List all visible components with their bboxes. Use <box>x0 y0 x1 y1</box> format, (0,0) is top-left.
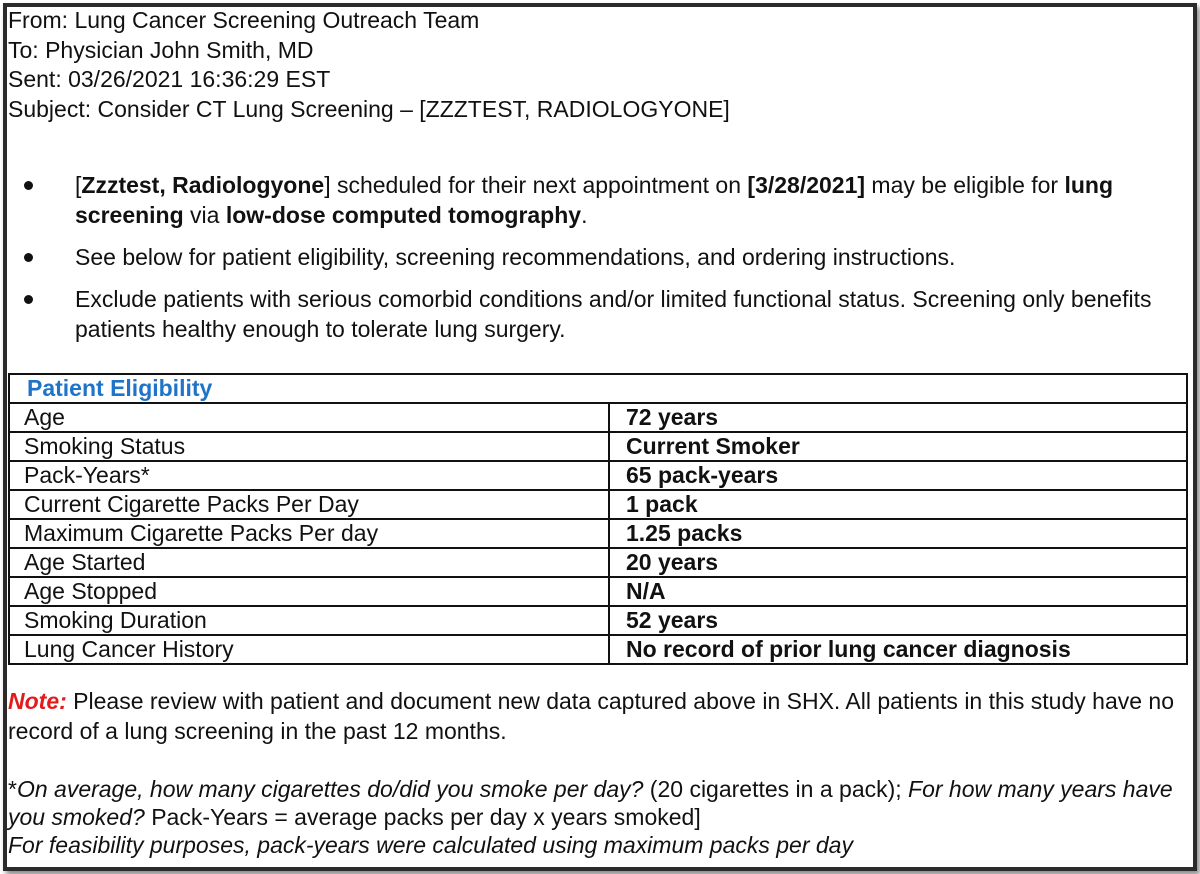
eligibility-value: 1.25 packs <box>609 519 1187 548</box>
table-row <box>9 635 1187 664</box>
footnote-text: (20 cigarettes in a pack); <box>643 776 909 802</box>
table-row <box>9 577 1187 606</box>
ldct-term: low-dose computed tomography <box>225 202 582 228</box>
pack-years-footnote <box>8 775 1193 859</box>
footnote-question: For how many years have you smoked? <box>8 776 1173 830</box>
bullet-dot-icon <box>24 253 33 262</box>
table-row <box>9 606 1187 635</box>
note-label: Note: <box>8 688 67 714</box>
bullet-text: . <box>581 202 588 228</box>
review-note <box>8 686 1193 746</box>
table-row <box>9 461 1187 490</box>
bullet-dot-icon <box>24 295 33 304</box>
eligibility-value: 1 pack <box>609 490 1187 519</box>
sent-line: Sent: 03/26/2021 16:36:29 EST <box>8 66 331 92</box>
eligibility-label: Smoking Duration <box>9 606 609 635</box>
table-title: Patient Eligibility <box>9 374 1187 403</box>
eligibility-value: 65 pack-years <box>609 461 1187 490</box>
eligibility-label: Age Started <box>9 548 609 577</box>
eligibility-value: N/A <box>609 577 1187 606</box>
bullet-item-exclusions <box>24 284 1184 344</box>
bullet-text: may be eligible for <box>865 172 1065 198</box>
eligibility-value: 52 years <box>609 606 1187 635</box>
to-line: To: Physician John Smith, MD <box>8 36 314 63</box>
bullet-dot-icon <box>24 181 33 190</box>
bullet-text: Exclude patients with serious comorbid conditions and/or limited functional status. Screening only benefits patients healthy enough to tolerate lung surgery. <box>75 286 1152 342</box>
eligibility-value: Current Smoker <box>609 432 1187 461</box>
patient-name: Zzztest, Radiologyone <box>81 172 325 198</box>
bullet-text: via <box>183 202 226 228</box>
subject-line: Subject: Consider CT Lung Screening – [ZZZTEST, RADIOLOGYONE] <box>8 95 730 122</box>
eligibility-value: 72 years <box>609 403 1187 432</box>
eligibility-label: Maximum Cigarette Packs Per day <box>9 519 609 548</box>
bullet-text: [ <box>75 172 82 198</box>
eligibility-label: Age Stopped <box>9 577 609 606</box>
table-body <box>9 403 1187 664</box>
table-row <box>9 490 1187 519</box>
eligibility-label: Current Cigarette Packs Per Day <box>9 490 609 519</box>
footnote-question: On average, how many cigarettes do/did you smoke per day? <box>16 776 644 802</box>
bullet-text: See below for patient eligibility, screening recommendations, and ordering instructions. <box>75 244 956 270</box>
table-row <box>9 548 1187 577</box>
eligibility-label: Smoking Status <box>9 432 609 461</box>
screening-term: lung screening <box>75 172 1114 228</box>
footnote-text: * <box>8 776 17 802</box>
note-text: Please review with patient and document new data captured above in SHX. All patients in this study have no record of a lung screening in the past 12 months. <box>8 688 1175 744</box>
bullet-item-eligibility <box>24 170 1184 230</box>
bullet-text: ] scheduled for their next appointment on <box>324 172 748 198</box>
eligibility-label: Age <box>9 403 609 432</box>
from-line: From: Lung Cancer Screening Outreach Team <box>8 7 480 33</box>
email-header <box>8 6 730 124</box>
table-row <box>9 403 1187 432</box>
table-title-row <box>9 374 1187 403</box>
appointment-date: [3/28/2021] <box>747 172 866 198</box>
eligibility-label: Lung Cancer History <box>9 635 609 664</box>
bullet-item-instructions <box>24 242 1184 272</box>
eligibility-value: No record of prior lung cancer diagnosis <box>609 635 1187 664</box>
bullet-list <box>24 170 1184 356</box>
patient-eligibility-table <box>8 373 1188 665</box>
eligibility-value: 20 years <box>609 548 1187 577</box>
footnote-feasibility: For feasibility purposes, pack-years were calculated using maximum packs per day <box>8 832 853 858</box>
footnote-formula: Pack-Years = average packs per day x years smoked] <box>144 804 701 830</box>
table-row <box>9 519 1187 548</box>
eligibility-label: Pack-Years* <box>9 461 609 490</box>
table-row <box>9 432 1187 461</box>
